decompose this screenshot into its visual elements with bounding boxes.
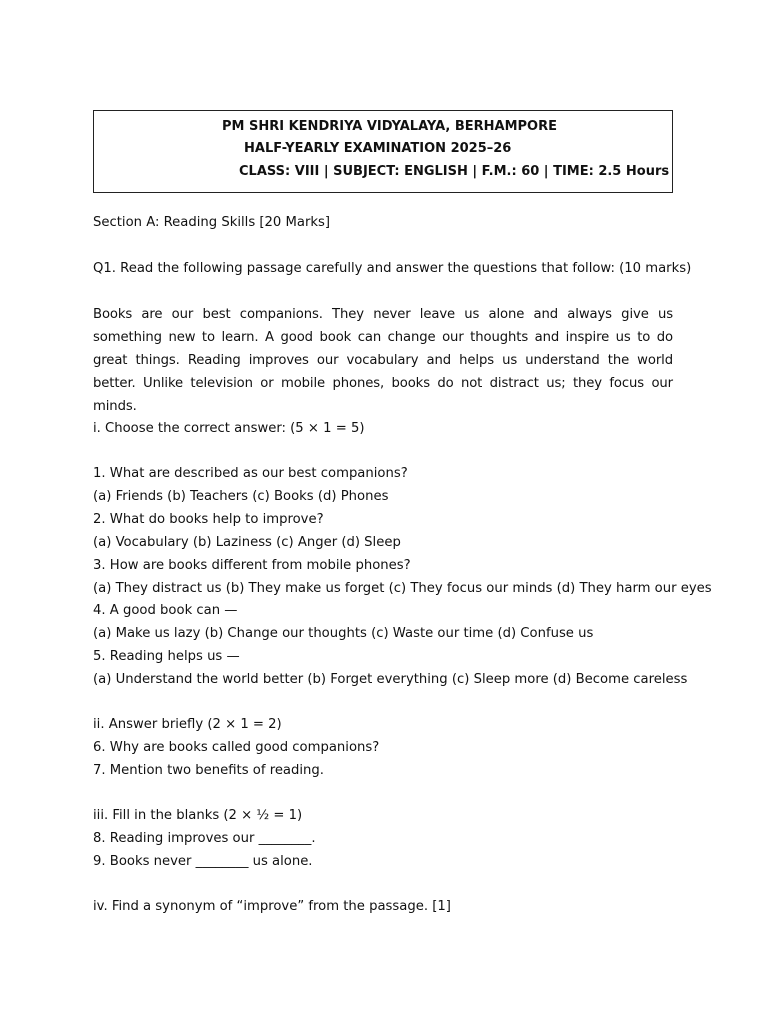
part-iii-heading: iii. Fill in the blanks (2 × ½ = 1) <box>93 808 303 823</box>
question-4-options: (a) Make us lazy (b) Change our thoughts (c) Waste our time (d) Confuse us <box>93 626 594 641</box>
exam-title: HALF-YEARLY EXAMINATION 2025–26 <box>244 141 512 156</box>
exam-header-box <box>93 110 673 193</box>
question-2-text: 2. What do books help to improve? <box>93 512 324 527</box>
question-6-text: 6. Why are books called good companions? <box>93 740 380 755</box>
part-i-heading: i. Choose the correct answer: (5 × 1 = 5) <box>93 421 365 436</box>
part-ii-heading: ii. Answer briefly (2 × 1 = 2) <box>93 717 282 732</box>
section-title: Section A: Reading Skills [20 Marks] <box>93 215 331 230</box>
reading-passage: Books are our best companions. They never leave us alone and always give us something new to learn. A good book can change our thoughts and inspire us to do great things. Reading improves our vocabulary and helps us understand the world better. Unlike television or mobile phones, books do not distract us; they focus our minds. <box>93 307 673 414</box>
school-name: PM SHRI KENDRIYA VIDYALAYA, BERHAMPORE <box>222 119 557 134</box>
question-2-options: (a) Vocabulary (b) Laziness (c) Anger (d) Sleep <box>93 535 401 550</box>
question-1-text: 1. What are described as our best companions? <box>93 466 408 481</box>
question-9-text: 9. Books never ________ us alone. <box>93 854 313 869</box>
question-5-options: (a) Understand the world better (b) Forget everything (c) Sleep more (d) Become careless <box>93 672 688 687</box>
exam-details: CLASS: VIII | SUBJECT: ENGLISH | F.M.: 60 | TIME: 2.5 Hours <box>239 164 670 179</box>
question-3-text: 3. How are books different from mobile phones? <box>93 558 411 573</box>
question-1-options: (a) Friends (b) Teachers (c) Books (d) Phones <box>93 489 389 504</box>
part-iv-heading: iv. Find a synonym of “improve” from the passage. [1] <box>93 899 451 914</box>
question-4-text: 4. A good book can — <box>93 603 238 618</box>
question-3-options: (a) They distract us (b) They make us forget (c) They focus our minds (d) They harm our eyes <box>93 581 712 596</box>
question-8-text: 8. Reading improves our ________. <box>93 831 316 846</box>
question-1-prompt: Q1. Read the following passage carefully and answer the questions that follow: (10 marks) <box>93 261 692 276</box>
question-7-text: 7. Mention two benefits of reading. <box>93 763 324 778</box>
question-5-text: 5. Reading helps us — <box>93 649 240 664</box>
